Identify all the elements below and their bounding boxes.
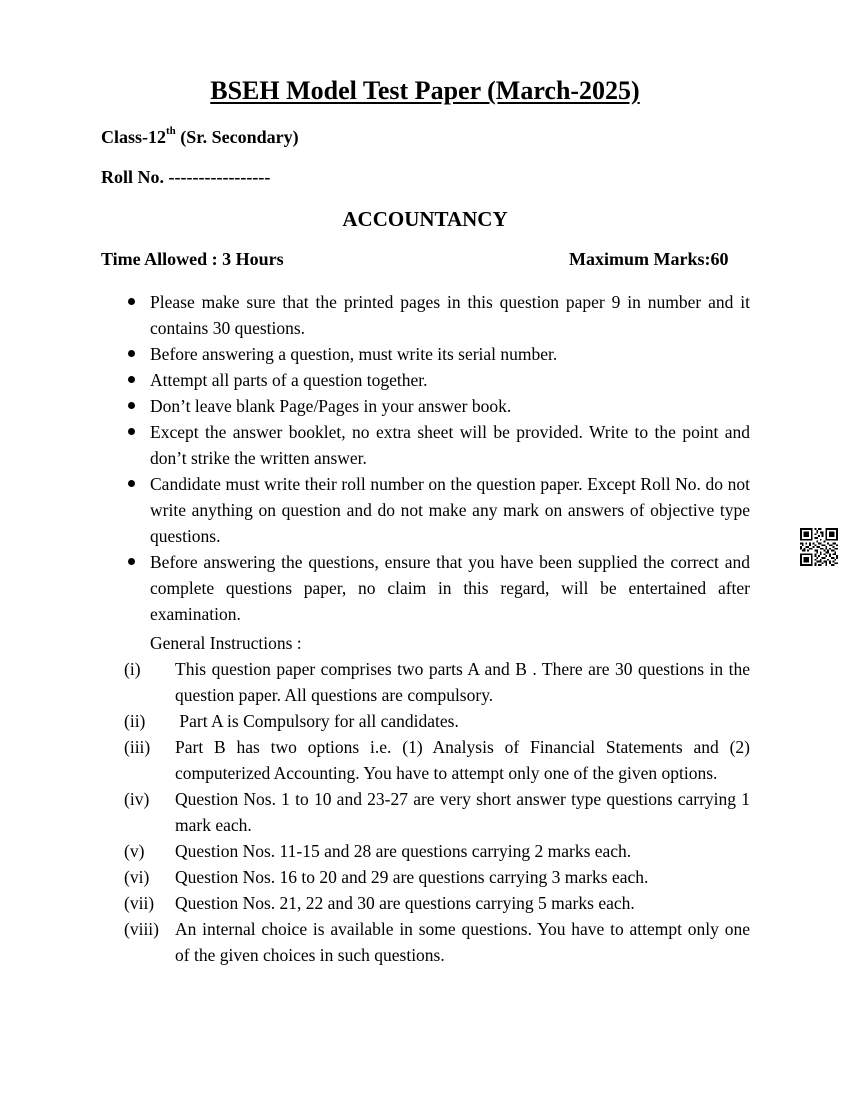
instruction-text: Before answering the questions, ensure that you have been supplied the correct and complete questions paper, no claim in this regard, will be entertained after examination. <box>150 552 750 624</box>
general-instruction-item <box>124 864 750 890</box>
item-text: This question paper comprises two parts A and B . There are 30 questions in the question paper. All questions are compulsory. <box>175 659 750 705</box>
instruction-item <box>124 549 750 627</box>
instruction-text: Don’t leave blank Page/Pages in your answer book. <box>150 396 512 416</box>
instruction-text: Except the answer booklet, no extra sheet will be provided. Write to the point and don’t strike the written answer. <box>150 422 750 468</box>
roll-number-line: Roll No. ----------------- <box>101 167 271 187</box>
bullet-icon <box>128 402 135 409</box>
general-instruction-item <box>124 890 750 916</box>
instruction-item <box>124 341 750 367</box>
bullet-icon <box>128 350 135 357</box>
item-text: Question Nos. 16 to 20 and 29 are questions carrying 3 marks each. <box>175 867 649 887</box>
instruction-text: Before answering a question, must write its serial number. <box>150 344 558 364</box>
general-instruction-item <box>124 734 750 786</box>
instruction-list <box>124 289 750 627</box>
instruction-item <box>124 367 750 393</box>
item-text: An internal choice is available in some questions. You have to attempt only one of the given choices in such questions. <box>175 919 750 965</box>
item-number: (i) <box>124 659 141 679</box>
general-instruction-item <box>124 656 750 708</box>
item-text: Question Nos. 1 to 10 and 23-27 are very short answer type questions carrying 1 mark each. <box>175 789 750 835</box>
item-number: (iii) <box>124 737 151 757</box>
item-number: (v) <box>124 841 145 861</box>
item-number: (viii) <box>124 919 159 939</box>
instruction-item <box>124 289 750 341</box>
maximum-marks: Maximum Marks:60 <box>569 249 729 269</box>
item-text: Part A is Compulsory for all candidates. <box>175 711 459 731</box>
instruction-text: Attempt all parts of a question together. <box>150 370 428 390</box>
qr-code-icon <box>800 528 838 566</box>
general-instructions-list <box>124 656 750 968</box>
class-line <box>101 127 299 148</box>
bullet-icon <box>128 298 135 305</box>
item-text: Part B has two options i.e. (1) Analysis of Financial Statements and (2) computerized Accounting. You have to attempt only one of the given options. <box>175 737 750 783</box>
item-number: (vi) <box>124 867 150 887</box>
item-number: (iv) <box>124 789 150 809</box>
item-number: (ii) <box>124 711 146 731</box>
subject-heading: ACCOUNTANCY <box>342 207 508 231</box>
bullet-icon <box>128 558 135 565</box>
general-instruction-item <box>124 786 750 838</box>
instruction-text: Candidate must write their roll number on the question paper. Except Roll No. do not write anything on question and do not make any mark on answers of objective type questions. <box>150 474 750 546</box>
item-text: Question Nos. 11-15 and 28 are questions carrying 2 marks each. <box>175 841 632 861</box>
class-level: (Sr. Secondary) <box>175 127 299 147</box>
bullet-icon <box>128 480 135 487</box>
general-instruction-item <box>124 708 750 734</box>
class-superscript: th <box>166 125 176 137</box>
time-allowed: Time Allowed : 3 Hours <box>101 249 284 269</box>
instruction-item <box>124 471 750 549</box>
general-instruction-item <box>124 916 750 968</box>
instruction-item <box>124 419 750 471</box>
bullet-icon <box>128 376 135 383</box>
class-label: Class-12 <box>101 127 167 147</box>
general-instruction-item <box>124 838 750 864</box>
page-title: BSEH Model Test Paper (March-2025) <box>210 76 640 105</box>
instruction-text: Please make sure that the printed pages in this question paper 9 in number and it contains 30 questions. <box>150 292 750 338</box>
item-number: (vii) <box>124 893 155 913</box>
bullet-icon <box>128 428 135 435</box>
general-instructions-heading: General Instructions : <box>150 633 302 653</box>
item-text: Question Nos. 21, 22 and 30 are questions carrying 5 marks each. <box>175 893 635 913</box>
instruction-item <box>124 393 750 419</box>
